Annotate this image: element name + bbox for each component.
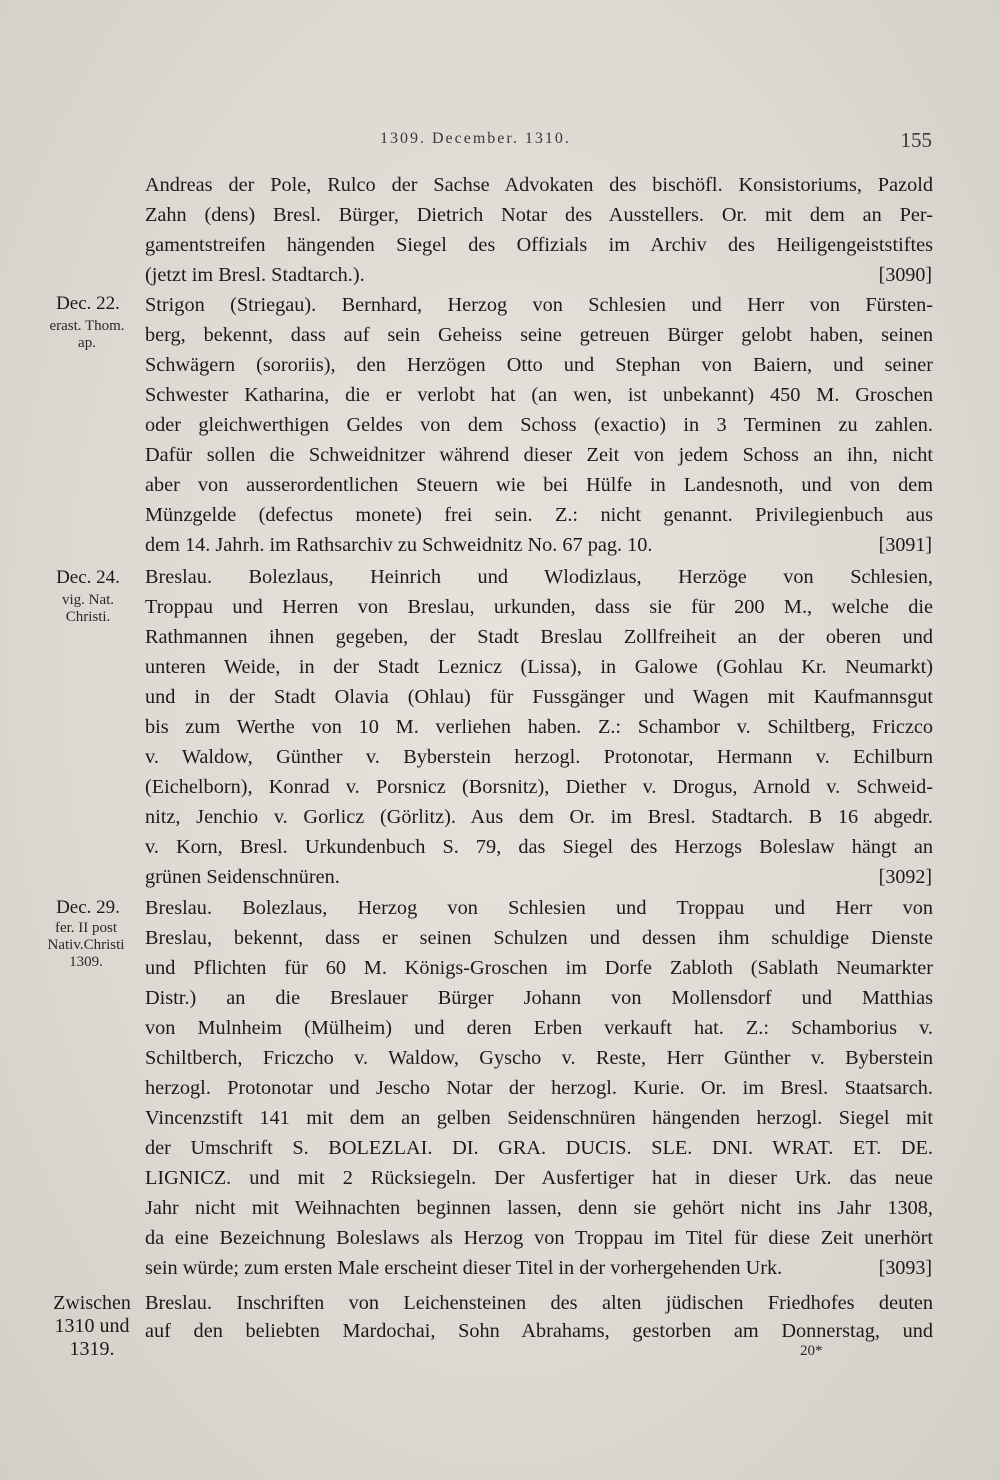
- text-line: Distr.) an die Breslauer Bürger Johann von Mollensdorf und Matthias: [145, 987, 933, 1009]
- margin-date-dec22: Dec. 22.: [56, 293, 120, 314]
- text-line: Breslau. Inschriften von Leichensteinen des alten jüdischen Friedhofes deuten: [145, 1292, 933, 1314]
- margin-feast-dec24: vig. Nat. Christi.: [61, 592, 115, 625]
- text-line: Troppau und Herren von Breslau, urkunden, dass sie für 200 M., welche die: [145, 596, 933, 618]
- text-line: Zahn (dens) Bresl. Bürger, Dietrich Notar des Ausstellers. Or. mit dem an Per-: [145, 204, 933, 226]
- text-line: Vincenzstift 141 mit dem an gelben Seidenschnüren hängenden herzogl. Siegel mit: [145, 1107, 933, 1129]
- text-line: Münzgelde (defectus monete) frei sein. Z.: nicht genannt. Privilegienbuch aus: [145, 504, 933, 526]
- text-line: bis zum Werthe von 10 M. verliehen haben. Z.: Schambor v. Schiltberg, Friczco: [145, 716, 933, 738]
- text-line: berg, bekennt, dass auf sein Geheiss seine getreuen Bürger gelobt haben, seinen: [145, 324, 933, 346]
- text-line: und Pflichten für 60 M. Königs-Groschen im Dorfe Zabloth (Sablath Neumarkter: [145, 957, 933, 979]
- text-line: (jetzt im Bresl. Stadtarch.).: [145, 264, 365, 286]
- regest-number: [3090]: [878, 264, 932, 286]
- text-line: auf den beliebten Mardochai, Sohn Abrahams, gestorben am Donnerstag, und: [145, 1320, 933, 1342]
- regest-number: [3093]: [878, 1257, 932, 1279]
- text-line: Schwägern (sororiis), den Herzögen Otto und Stephan von Baiern, und seiner: [145, 354, 933, 376]
- text-line: Andreas der Pole, Rulco der Sachse Advokaten des bischöfl. Konsistoriums, Pazold: [145, 174, 933, 196]
- text-line: Breslau. Bolezlaus, Herzog von Schlesien und Troppau und Herr von: [145, 897, 933, 919]
- text-line: v. Waldow, Günther v. Byberstein herzogl. Protonotar, Hermann v. Echilburn: [145, 746, 933, 768]
- text-line: oder gleichwerthigen Geldes von dem Schoss (exactio) in 3 Terminen zu zahlen.: [145, 414, 933, 436]
- text-line: gamentstreifen hängenden Siegel des Offizials im Archiv des Heiligengeiststiftes: [145, 234, 933, 256]
- text-line: Breslau. Bolezlaus, Heinrich und Wlodizlaus, Herzöge von Schlesien,: [145, 566, 933, 588]
- margin-date-dec24: Dec. 24.: [56, 567, 120, 588]
- page-number: 155: [900, 128, 932, 152]
- text-line: Schwester Katharina, die er verlobt hat (an wen, ist unbekannt) 450 M. Groschen: [145, 384, 933, 406]
- text-line: der Umschrift S. BOLEZLAI. DI. GRA. DUCIS. SLE. DNI. WRAT. ET. DE.: [145, 1137, 933, 1159]
- margin-date-dec29: Dec. 29.: [56, 897, 120, 918]
- running-header: 1309. December. 1310.: [380, 130, 571, 147]
- regest-number: [3092]: [878, 866, 932, 888]
- text-line: Jahr nicht mit Weihnachten beginnen lassen, denn sie gehört nicht ins Jahr 1308,: [145, 1197, 933, 1219]
- margin-date-range: Zwischen 1310 und 1319.: [53, 1292, 131, 1360]
- regest-number: [3091]: [878, 534, 932, 556]
- text-line: und in der Stadt Olavia (Ohlau) für Fussgänger und Wagen mit Kaufmannsgut: [145, 686, 933, 708]
- margin-feast-dec29: fer. II post Nativ.Christi 1309.: [47, 920, 125, 970]
- text-line: aber von ausserordentlichen Steuern wie bei Hülfe in Landesnoth, und von dem: [145, 474, 933, 496]
- text-line: Breslau, bekennt, dass er seinen Schulzen und dessen ihm schuldige Dienste: [145, 927, 933, 949]
- text-line: herzogl. Protonotar und Jescho Notar der herzogl. Kurie. Or. im Bresl. Staatsarch.: [145, 1077, 933, 1099]
- text-line: Strigon (Striegau). Bernhard, Herzog von Schlesien und Herr von Fürsten-: [145, 294, 933, 316]
- signature-mark: 20*: [800, 1343, 823, 1359]
- text-line: nitz, Jenchio v. Gorlicz (Görlitz). Aus dem Or. im Bresl. Stadtarch. B 16 abgedr.: [145, 806, 933, 828]
- text-line: grünen Seidenschnüren.: [145, 866, 340, 888]
- text-line: LIGNICZ. und mit 2 Rücksiegeln. Der Ausfertiger hat in dieser Urk. das neue: [145, 1167, 933, 1189]
- text-line: sein würde; zum ersten Male erscheint dieser Titel in der vorhergehenden Urk.: [145, 1257, 783, 1279]
- margin-feast-dec22: erast. Thom. ap.: [49, 318, 125, 351]
- text-line: Rathmannen ihnen gegeben, der Stadt Breslau Zollfreiheit an der oberen und: [145, 626, 933, 648]
- text-line: Dafür sollen die Schweidnitzer während dieser Zeit von jedem Schoss an ihn, nicht: [145, 444, 933, 466]
- text-line: Schiltberch, Friczcho v. Waldow, Gyscho v. Reste, Herr Günther v. Byberstein: [145, 1047, 933, 1069]
- text-line: unteren Weide, in der Stadt Leznicz (Lissa), in Galowe (Gohlau Kr. Neumarkt): [145, 656, 933, 678]
- text-line: da eine Bezeichnung Boleslaws als Herzog von Troppau im Titel für diese Zeit unerhört: [145, 1227, 933, 1249]
- text-line: v. Korn, Bresl. Urkundenbuch S. 79, das Siegel des Herzogs Boleslaw hängt an: [145, 836, 933, 858]
- text-line: von Mulnheim (Mülheim) und deren Erben verkauft hat. Z.: Schamborius v.: [145, 1017, 933, 1039]
- text-line: dem 14. Jahrh. im Rathsarchiv zu Schweidnitz No. 67 pag. 10.: [145, 534, 653, 556]
- text-line: (Eichelborn), Konrad v. Porsnicz (Borsnitz), Diether v. Drogus, Arnold v. Schweid-: [145, 776, 933, 798]
